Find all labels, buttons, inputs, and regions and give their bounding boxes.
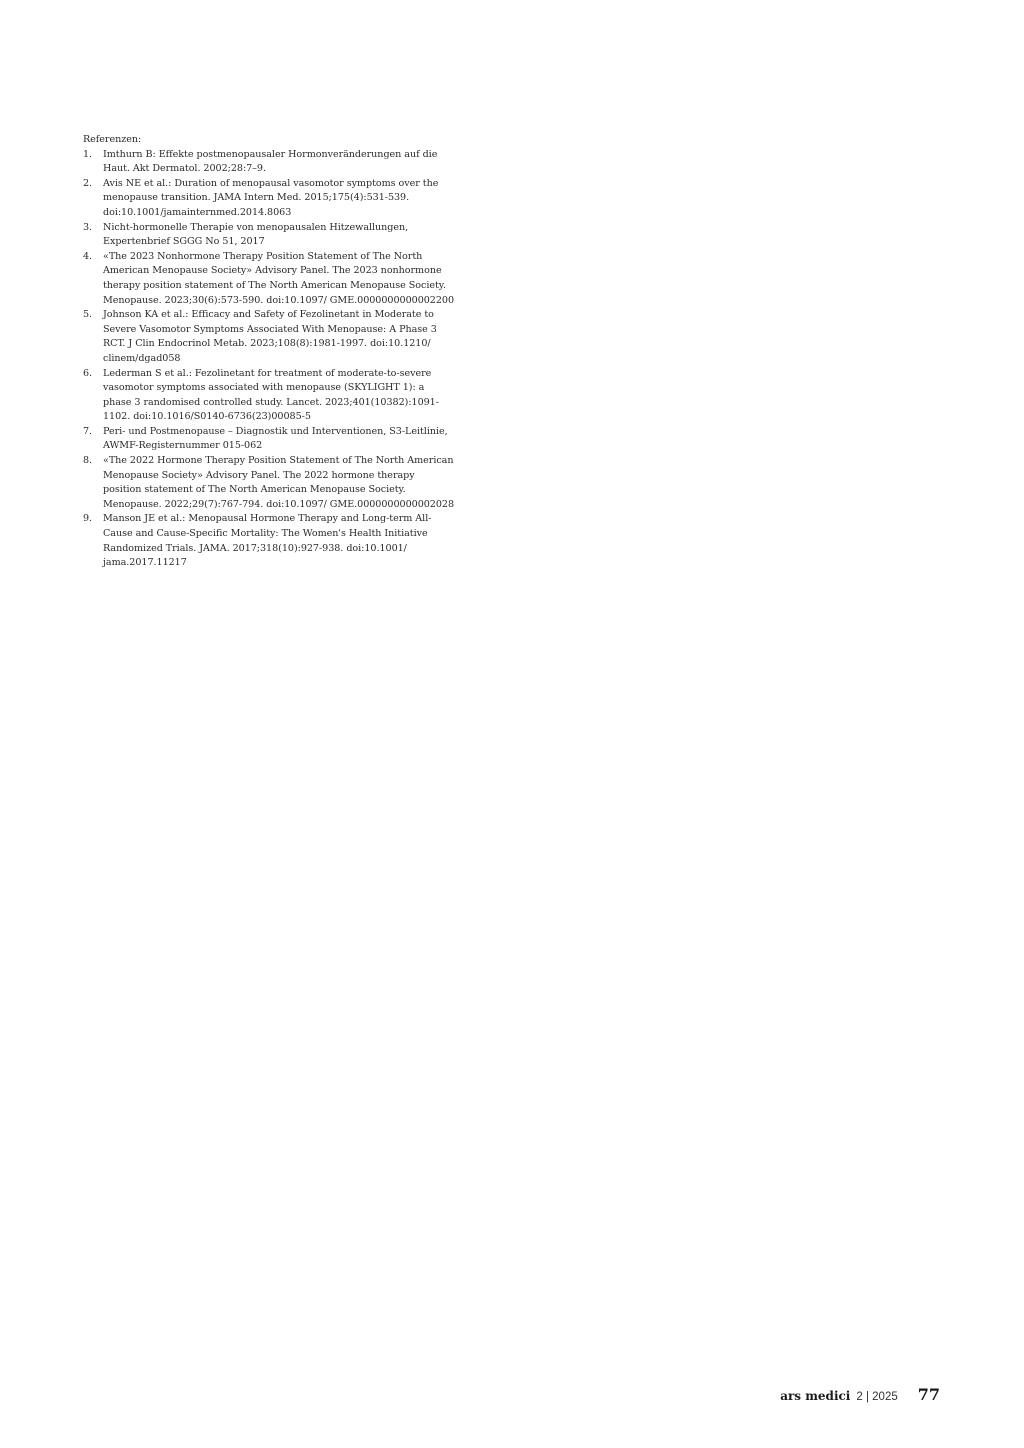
reference-number: 3. — [83, 221, 93, 233]
reference-item-9 — [83, 512, 455, 570]
reference-item-3 — [83, 221, 455, 250]
journal-name: ars medici — [780, 1389, 851, 1403]
reference-text: Manson JE et al.: Menopausal Hormone Therapy and Long-term All-Cause and Cause-Specific Mortality: The Women's Health Initiative Randomized Trials. JAMA. 2017;318(10):927-938. doi:10.1001/ jama.2017.11217 — [103, 513, 432, 569]
reference-number: 6. — [83, 367, 93, 379]
reference-item-4 — [83, 250, 455, 308]
reference-text: Lederman S et al.: Fezolinetant for treatment of moderate-to-severe vasomotor symptoms associated with menopause (SKYLIGHT 1): a phase 3 randomised controlled study. Lancet. 2023;401(10382):1091-1102. doi:10.1016/S0140-6736(23)00085-5 — [103, 367, 439, 423]
reference-number: 4. — [83, 250, 93, 262]
reference-text: «The 2022 Hormone Therapy Position Statement of The North American Menopause Society» Advisory Panel. The 2022 hormone therapy position statement of The North American Menopause Society. Menopause. 2022;29(7):767-794. doi:10.1097/ GME.0000000000002028 — [103, 455, 455, 510]
reference-text: Johnson KA et al.: Efficacy and Safety of Fezolinetant in Moderate to Severe Vasomotor Symptoms Associated With Menopause: A Phase 3 RCT. J Clin Endocrinol Metab. 2023;108(8):1981-1997. doi:10.1210/ clinem/dgad058 — [103, 309, 437, 364]
reference-item-8 — [83, 454, 455, 512]
reference-number: 1. — [83, 148, 93, 160]
reference-number: 5. — [83, 309, 93, 321]
references-section — [83, 133, 455, 571]
issue-number: 2 | 2025 — [856, 1391, 898, 1403]
reference-item-6 — [83, 367, 455, 425]
reference-item-1 — [83, 148, 455, 177]
reference-number: 7. — [83, 425, 93, 437]
reference-number: 8. — [83, 455, 93, 467]
reference-item-7 — [83, 425, 455, 454]
reference-text: Nicht-hormonelle Therapie von menopausalen Hitzewallungen, Expertenbrief SGGG No 51, 2017 — [103, 221, 409, 248]
reference-text: Avis NE et al.: Duration of menopausal vasomotor symptoms over the menopause transition. JAMA Intern Med. 2015;175(4):531-539. doi:10.1001/jamainternmed.2014.8063 — [103, 177, 439, 218]
reference-number: 2. — [83, 177, 93, 189]
reference-text: Peri- und Postmenopause – Diagnostik und Interventionen, S3-Leitlinie, AWMF-Registernummer 015-062 — [103, 425, 448, 452]
reference-text: Imthurn B: Effekte postmenopausaler Hormonveränderungen auf die Haut. Akt Dermatol. 2002;28:7–9. — [103, 148, 438, 175]
references-heading: Referenzen: — [83, 134, 142, 145]
reference-item-2 — [83, 177, 455, 221]
reference-text: «The 2023 Nonhormone Therapy Position Statement of The North American Menopause Society» Advisory Panel. The 2023 nonhormone therapy position statement of The North American Menopause Society. Menopause. 2023;30(6):573-590. doi:10.1097/ GME.0000000000002200 — [103, 250, 455, 306]
reference-number: 9. — [83, 513, 93, 525]
page-number: 77 — [917, 1385, 940, 1404]
page-footer — [780, 1385, 940, 1404]
reference-item-5 — [83, 308, 455, 366]
reference-list — [83, 148, 455, 571]
